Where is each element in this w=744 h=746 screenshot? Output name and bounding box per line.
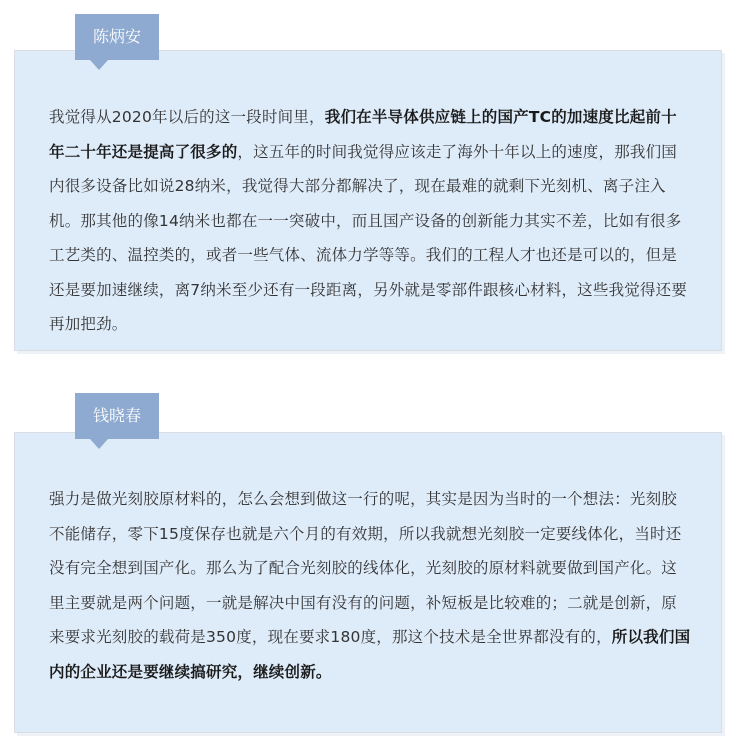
quote-card <box>14 50 722 351</box>
speaker-name-tag <box>75 393 159 439</box>
quote-emphasis: 我们在半导体供应链上的国产TC的加速度比起前十年二十年还是提高了很多的 <box>49 108 677 161</box>
quote-text-segment: ，这五年的时间我觉得应该走了海外十年以上的速度，那我们国内很多设备比如说28纳米，我觉得大部分都解决了，现在最难的就剩下光刻机、离子注入机。那其他的像14纳米也都在一一突破中，而且国产设备的创新能力其实不差，比如有很多工艺类的、温控类的，或者一些气体、流体力学等等。我们的工程人才也还是可以的，但是还是要加速继续，离7纳米至少还有一段距离，另外就是零部件跟核心材料，这些我觉得还要再加把劲。 <box>49 142 688 333</box>
quote-body <box>49 100 691 342</box>
quote-body <box>49 482 691 689</box>
quote-emphasis: 所以我们国内的企业还是要继续搞研究，继续创新。 <box>49 628 691 681</box>
quote-card <box>14 432 722 733</box>
tag-pointer <box>90 60 108 70</box>
quote-text-segment: 强力是做光刻胶原材料的，怎么会想到做这一行的呢，其实是因为当时的一个想法：光刻胶不能储存，零下15度保存也就是六个月的有效期，所以我就想光刻胶一定要线体化，当时还没有完全想到国产化。那么为了配合光刻胶的线体化，光刻胶的原材料就要做到国产化。这里主要就是两个问题，一就是解决中国有没有的问题，补短板是比较难的；二就是创新，原来要求光刻胶的载荷是350度，现在要求180度，那这个技术是全世界都没有的， <box>49 490 682 646</box>
tag-pointer <box>90 439 108 449</box>
speaker-name-tag <box>75 14 159 60</box>
speaker-name: 钱晓春 <box>92 406 141 425</box>
quote-text-segment: 我觉得从2020年以后的这一段时间里， <box>49 108 325 126</box>
speaker-name: 陈炳安 <box>92 27 141 46</box>
